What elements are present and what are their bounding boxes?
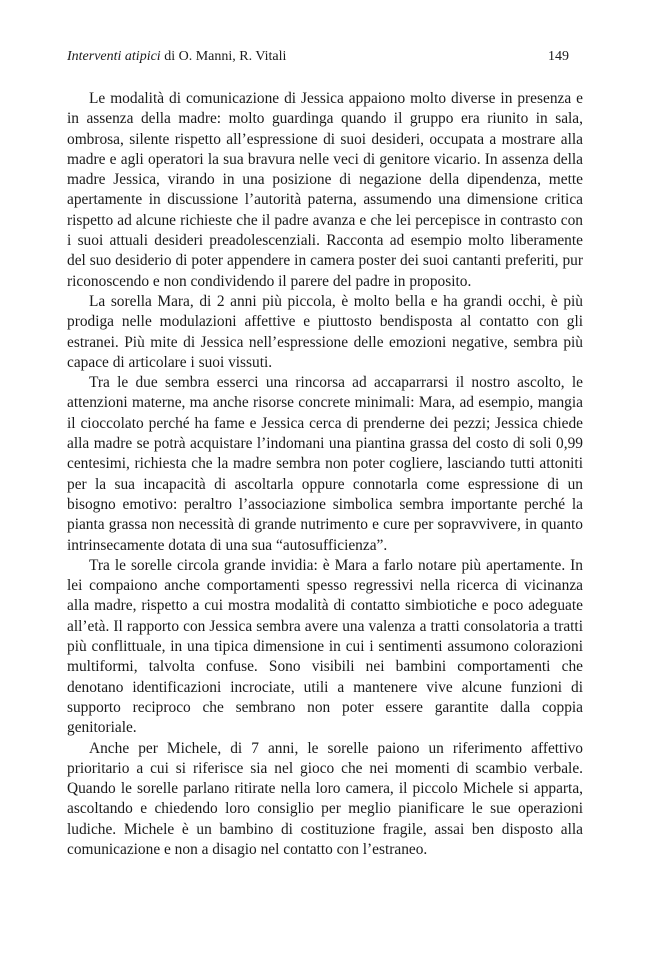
paragraph-4: Tra le sorelle circola grande invidia: è Mara a farlo notare più apertamente. In lei compaiono anche comportamenti spesso regressivi nella ricerca di vicinanza alla madre, rispetto a cui mostra modalità di contatto simbiotiche e poco adeguate all’età. Il rapporto con Jessica sembra avere una valenza a tratti consolatoria a tratti più conflittuale, in una tipica dimensione in cui i sentimenti assumono colorazioni multiformi, talvolta confuse. Sono visibili nei bambini comportamenti che denotano identificazioni incrociate, utili a mantenere vive alcune funzioni di supporto reciproco che sembrano non poter essere garantite dalla coppia genitoriale. — [67, 556, 583, 737]
page-number: 149 — [548, 49, 569, 64]
header-book-title: Interventi atipici — [67, 49, 161, 64]
paragraph-1: Le modalità di comunicazione di Jessica appaiono molto diverse in presenza e in assenza della madre: molto guardinga quando il gruppo era riunito in sala, ombrosa, silente rispetto all’espressione di suoi desideri, occupata a mostrare alla madre e agli operatori la sua bravura nelle veci di genitore vicario. In assenza della madre Jessica, virando in una posizione di negazione della dipendenza, mette apertamente in discussione l’autorità paterna, assumendo una dimensione critica rispetto ad alcune richieste che il padre avanza e che lei percepisce in contrasto con i suoi attuali desideri preadolescenziali. Racconta ad esempio molto liberamente del suo desiderio di poter appendere in camera poster dei suoi cantanti preferiti, pur riconoscendo e non condividendo il parere del padre in proposito. — [67, 90, 583, 290]
paragraph-5: Anche per Michele, di 7 anni, le sorelle paiono un riferimento affettivo prioritario a cui si riferisce sia nel gioco che nei momenti di scambio verbale. Quando le sorelle parlano ritirate nella loro camera, il piccolo Michele si apparta, ascoltando e chiedendo loro consiglio per meglio pianificare le sue operazioni ludiche. Michele è un bambino di costituzione fragile, assai ben disposto alla comunicazione e non a disagio nel contatto con l’estraneo. — [67, 739, 583, 858]
paragraph-2: La sorella Mara, di 2 anni più piccola, è molto bella e ha grandi occhi, è più prodiga nelle modulazioni affettive e piuttosto bendisposta al contatto con gli estranei. Più mite di Jessica nell’espressione delle emozioni negative, sembra più capace di articolare i suoi vissuti. — [67, 292, 583, 371]
header-authors: di O. Manni, R. Vitali — [160, 49, 287, 64]
body-text — [67, 89, 583, 860]
running-header — [67, 48, 569, 66]
paragraph-3: Tra le due sembra esserci una rincorsa ad accaparrarsi il nostro ascolto, le attenzioni materne, ma anche risorse concrete minimali: Mara, ad esempio, mangia il cioccolato perché ha fame e Jessica cerca di prenderne dei pezzi; Jessica chiede alla madre se potrà acquistare l’indomani una piantina grassa del costo di soli 0,99 centesimi, richiesta che la madre sembra non poter cogliere, lasciando tutti attoniti per la sua incapacità di ascoltarla oppure connotarla come espressione di un bisogno emotivo: peraltro l’associazione simbolica sembra importante perché la pianta grassa non necessità di grande nutrimento e cure per sopravvivere, in quanto intrinsecamente dotata di una sua “autosufficienza”. — [67, 374, 583, 554]
header-title — [67, 48, 286, 66]
